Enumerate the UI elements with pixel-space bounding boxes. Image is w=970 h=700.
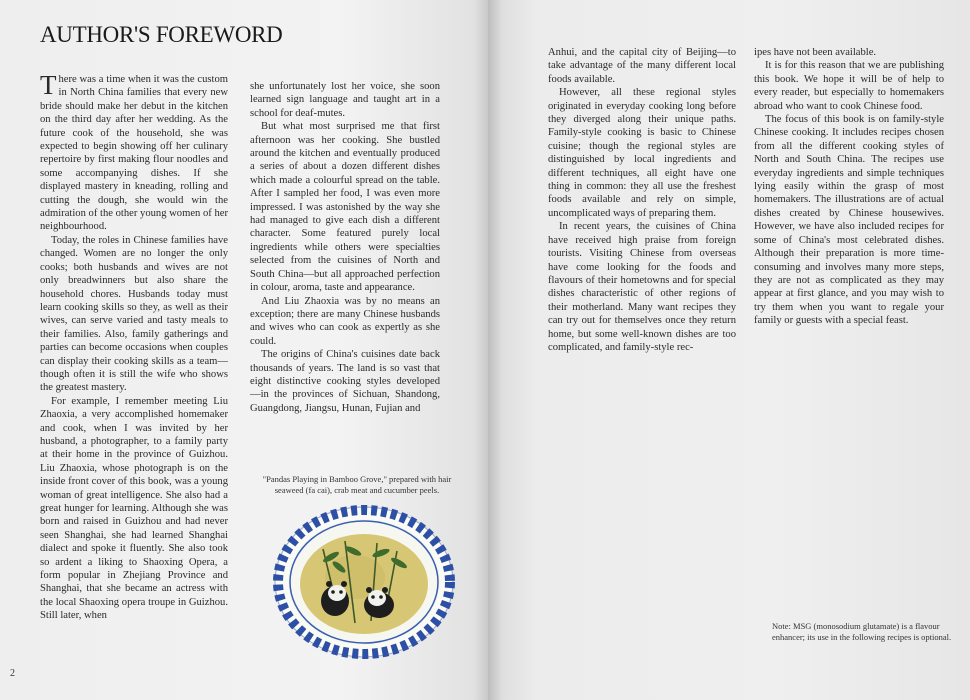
text-column-4 xyxy=(754,46,944,366)
paragraph: It is for this reason that we are publishing this book. We hope it will be of help to every reader, but especially to homemakers abroad who want to cook Chinese food. xyxy=(754,60,944,112)
paragraph: But what most surprised me that first afternoon was her cooking. She bustled around the kitchen and eventually produced a series of about a dozen different dishes which made a colourful spread on the table. After I sampled her food, I was even more impressed. I was astonished by the way she had managed to give each dish a different character. Some featured purely local ingredients while others were specialties selected from the cuisines of North and South China—but all approached perfection in colour, aroma, taste and appearance. xyxy=(250,121,440,294)
msg-footnote: Note: MSG (monosodium glutamate) is a flavour enhancer; its use in the following recipes is optional. xyxy=(772,621,952,642)
paragraph: she unfortunately lost her voice, she soon learned sign language and taught art in a school for deaf-mutes. xyxy=(250,81,440,119)
paragraph-text: here was a time when it was the custom in North China families that every new bride should make her debut in the kitchen on the third day after her wedding. As the future cook of the household, she was expected to begin showing off her culinary repertoire by first making flour noodles and some accompanying dishes. If she displayed mastery in kneading, rolling and cutting the dough, she would win the admiration of the other young women of her neighbourhood. xyxy=(40,74,228,233)
paragraph xyxy=(40,70,228,234)
paragraph: The origins of China's cuisines date back thousands of years. The land is so vast that eight distinctive cooking styles developed —in the provinces of Sichuan, Shandong, Guangdong, Jiangsu, Hunan, Fujian and xyxy=(250,349,440,414)
text-column-1 xyxy=(40,70,228,668)
drop-cap: T xyxy=(40,70,57,100)
right-page xyxy=(488,0,970,700)
panda-dish-photo xyxy=(273,505,455,659)
paragraph: For example, I remember meeting Liu Zhaoxia, a very accomplished homemaker and cook, when I was invited by her husband, a photographer, to a family party at their home in the province of Guizhou. Liu Zhaoxia, whose photograph is on the inside front cover of this book, was a young woman of great intelligence. She also had a great hunger for learning. Although she was born and raised in Guizhou and had never seen Shanghai, she had learned Shanghai dialect and spoke it fluently. She also took so ardent a liking to Shaoxing Opera, a form popular in Zhejiang Province and Shanghai, that she became an actress with the local Shaoxing opera troupe in Guizhou. Still later, when xyxy=(40,395,228,622)
paragraph: And Liu Zhaoxia was by no means an exception; there are many Chinese husbands and wives who can cook as expertly as she could. xyxy=(250,295,440,347)
photo-caption: "Pandas Playing in Bamboo Grove," prepared with hair seaweed (fa cai), crab meat and cucumber peels. xyxy=(262,474,452,495)
paragraph: However, all these regional styles originated in everyday cooking long before they diverged along their unique paths. Family-style cooking is basic to Chinese cuisine; though the regional styles are distinguished by local ingredients and different techniques, all eight have one thing in common: they all use the freshest foods available and rely on simple, uncomplicated ways of preparing them. xyxy=(548,87,736,219)
paragraph: Anhui, and the capital city of Beijing—to take advantage of the many different local foods available. xyxy=(548,47,736,85)
paragraph: In recent years, the cuisines of China have received high praise from foreign tourists. Visiting Chinese from overseas have come looking for the foods and flavours of their hometowns and for special dishes characteristic of other regions of their motherland. Many want recipes they can try out for themselves once they return home, but some well-known dishes are too complicated, and family-style rec- xyxy=(548,221,736,353)
paragraph: ipes have not been available. xyxy=(754,47,877,58)
page-title: AUTHOR'S FOREWORD xyxy=(40,22,283,47)
text-column-3 xyxy=(548,46,736,366)
page-number: 2 xyxy=(10,668,15,679)
text-column-2 xyxy=(250,80,440,450)
paragraph: Today, the roles in Chinese families have changed. Women are no longer the only cooks; both husbands and wives are not only breadwinners but also share the household chores. Husbands today must learn cooking skills so they, as well as their wives, can serve varied and tasty meals to their families. Also, family gatherings and parties can become occasions when couples can display their cooking skills as a team—though often it is still the wife who shows the greatest mastery. xyxy=(40,234,228,394)
paragraph: The focus of this book is on family-style Chinese cooking. It includes recipes chosen from all the different cooking styles of North and South China. The recipes use everyday ingredients and simple techniques lying easily within the grasp of most homemakers. The illustrations are of actual dishes created by Chinese housewives. However, we have also included recipes for some of China's most celebrated dishes. Although their preparation is more time-consuming and involves many more steps, they are not as complicated as they may appear at first glance, and you may wish to try them when you want to regale your family or guests with a special feast. xyxy=(754,114,944,327)
